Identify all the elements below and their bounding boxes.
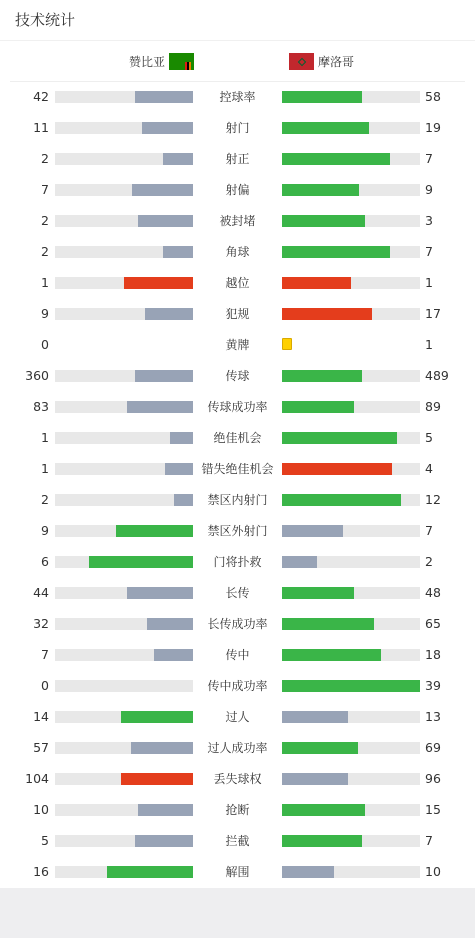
away-bar xyxy=(282,773,348,785)
home-bar-track xyxy=(55,432,193,444)
stat-label: 长传 xyxy=(225,586,250,600)
home-value: 7 xyxy=(41,182,49,197)
stat-label: 越位 xyxy=(225,276,250,290)
home-bar xyxy=(116,525,193,537)
stat-row xyxy=(0,583,475,603)
home-bar-track xyxy=(55,122,193,134)
stat-row xyxy=(0,335,475,355)
stat-label: 过人 xyxy=(225,710,250,724)
home-value: 6 xyxy=(41,554,49,569)
away-bar-track xyxy=(282,835,420,847)
home-bar-track xyxy=(55,153,193,165)
home-value: 2 xyxy=(41,151,49,166)
home-value: 104 xyxy=(25,771,49,786)
away-value: 96 xyxy=(425,771,441,786)
away-value: 65 xyxy=(425,616,441,631)
home-bar-track xyxy=(55,184,193,196)
home-bar-track xyxy=(55,401,193,413)
home-bar xyxy=(135,91,193,103)
home-team xyxy=(129,52,194,70)
home-value: 57 xyxy=(33,740,49,755)
stat-row xyxy=(0,397,475,417)
home-value: 16 xyxy=(33,864,49,879)
away-bar-track xyxy=(282,308,420,320)
away-bar-track xyxy=(282,680,420,692)
stat-row xyxy=(0,242,475,262)
away-value: 13 xyxy=(425,709,441,724)
away-bar xyxy=(282,711,348,723)
home-bar xyxy=(138,215,193,227)
stat-row xyxy=(0,769,475,789)
away-bar xyxy=(282,246,390,258)
away-bar xyxy=(282,587,354,599)
away-bar-track xyxy=(282,432,420,444)
home-value: 32 xyxy=(33,616,49,631)
away-bar xyxy=(282,525,343,537)
home-bar xyxy=(131,742,193,754)
away-bar-track xyxy=(282,277,420,289)
away-bar xyxy=(282,91,362,103)
away-bar xyxy=(282,184,359,196)
away-value: 9 xyxy=(425,182,433,197)
home-bar xyxy=(124,277,193,289)
stat-row xyxy=(0,366,475,386)
stat-label: 禁区内射门 xyxy=(207,493,268,507)
away-value: 69 xyxy=(425,740,441,755)
home-bar-track xyxy=(55,649,193,661)
away-value: 489 xyxy=(425,368,449,383)
away-bar-track xyxy=(282,525,420,537)
home-bar-track xyxy=(55,711,193,723)
home-bar-track xyxy=(55,742,193,754)
page-title: 技术统计 xyxy=(15,11,76,29)
away-value: 4 xyxy=(425,461,433,476)
away-bar-track xyxy=(282,153,420,165)
away-bar xyxy=(282,556,317,568)
home-bar-track xyxy=(55,370,193,382)
away-value: 7 xyxy=(425,833,433,848)
home-bar-track xyxy=(55,308,193,320)
home-bar xyxy=(163,153,193,165)
home-bar xyxy=(127,587,193,599)
home-value: 10 xyxy=(33,802,49,817)
stat-row xyxy=(0,707,475,727)
home-bar-track xyxy=(55,773,193,785)
away-value: 18 xyxy=(425,647,441,662)
stat-label: 绝佳机会 xyxy=(213,431,262,445)
away-value: 48 xyxy=(425,585,441,600)
home-value: 42 xyxy=(33,89,49,104)
home-value: 360 xyxy=(25,368,49,383)
home-bar-track xyxy=(55,587,193,599)
away-bar xyxy=(282,463,392,475)
stat-row xyxy=(0,87,475,107)
home-value: 11 xyxy=(33,120,49,135)
away-value: 39 xyxy=(425,678,441,693)
home-bar-track xyxy=(55,91,193,103)
stat-row xyxy=(0,552,475,572)
home-bar xyxy=(163,246,193,258)
stat-row xyxy=(0,490,475,510)
away-bar-track xyxy=(282,370,420,382)
away-value: 7 xyxy=(425,523,433,538)
home-value: 9 xyxy=(41,306,49,321)
away-bar-track xyxy=(282,587,420,599)
away-value: 19 xyxy=(425,120,441,135)
away-bar-track xyxy=(282,866,420,878)
stat-label: 丢失球权 xyxy=(213,772,262,786)
away-value: 12 xyxy=(425,492,441,507)
away-team xyxy=(289,52,354,70)
home-bar xyxy=(135,835,193,847)
home-value: 2 xyxy=(41,213,49,228)
home-bar xyxy=(147,618,193,630)
away-bar-track xyxy=(282,122,420,134)
zambia-flag-icon xyxy=(169,53,194,70)
home-value: 14 xyxy=(33,709,49,724)
away-bar xyxy=(282,618,374,630)
away-bar xyxy=(282,277,351,289)
away-team-name: 摩洛哥 xyxy=(318,54,355,69)
away-value: 1 xyxy=(425,275,433,290)
away-bar xyxy=(282,370,362,382)
stat-row xyxy=(0,800,475,820)
stat-label: 门将扑救 xyxy=(213,555,262,569)
home-bar xyxy=(174,494,193,506)
home-value: 1 xyxy=(41,461,49,476)
away-bar-track xyxy=(282,463,420,475)
home-value: 0 xyxy=(41,337,49,352)
away-value: 89 xyxy=(425,399,441,414)
away-bar xyxy=(282,866,334,878)
stat-label: 解围 xyxy=(225,865,250,879)
home-bar xyxy=(135,370,193,382)
away-bar xyxy=(282,308,372,320)
stat-label: 控球率 xyxy=(219,90,256,104)
stat-label: 过人成功率 xyxy=(207,741,268,755)
stat-row xyxy=(0,428,475,448)
stat-row xyxy=(0,521,475,541)
stat-label: 黄牌 xyxy=(225,338,250,352)
home-value: 7 xyxy=(41,647,49,662)
home-bar-track xyxy=(55,804,193,816)
yellow-card-icon xyxy=(282,338,292,350)
away-value: 58 xyxy=(425,89,441,104)
home-bar-track xyxy=(55,463,193,475)
stat-label: 传中 xyxy=(225,648,250,662)
away-value: 7 xyxy=(425,244,433,259)
stat-label: 射门 xyxy=(225,121,250,135)
away-value: 5 xyxy=(425,430,433,445)
away-bar xyxy=(282,122,369,134)
away-bar-track xyxy=(282,91,420,103)
stat-label: 抢断 xyxy=(225,803,250,817)
stat-label: 射偏 xyxy=(225,183,250,197)
away-value: 15 xyxy=(425,802,441,817)
stat-label: 角球 xyxy=(225,245,250,259)
away-bar xyxy=(282,742,358,754)
home-value: 2 xyxy=(41,244,49,259)
home-bar xyxy=(121,711,193,723)
away-value: 10 xyxy=(425,864,441,879)
away-bar xyxy=(282,804,365,816)
stat-label: 犯规 xyxy=(225,307,250,321)
stat-row xyxy=(0,273,475,293)
home-bar-track xyxy=(55,556,193,568)
away-value: 3 xyxy=(425,213,433,228)
home-bar-track xyxy=(55,866,193,878)
home-value: 9 xyxy=(41,523,49,538)
stat-row xyxy=(0,738,475,758)
home-bar xyxy=(121,773,193,785)
away-value: 2 xyxy=(425,554,433,569)
home-value: 1 xyxy=(41,430,49,445)
title-divider xyxy=(0,40,475,41)
home-bar xyxy=(138,804,193,816)
stat-row xyxy=(0,118,475,138)
stat-row xyxy=(0,304,475,324)
away-bar-track xyxy=(282,742,420,754)
stat-label: 拦截 xyxy=(225,834,250,848)
stat-row xyxy=(0,831,475,851)
home-bar-track xyxy=(55,525,193,537)
header-divider xyxy=(10,81,465,82)
home-bar xyxy=(145,308,193,320)
home-bar-track xyxy=(55,835,193,847)
stat-row xyxy=(0,676,475,696)
stat-label: 错失绝佳机会 xyxy=(201,462,274,476)
stat-label: 传球 xyxy=(225,369,250,383)
home-bar-track xyxy=(55,215,193,227)
home-bar xyxy=(142,122,193,134)
away-bar xyxy=(282,835,362,847)
home-bar-track xyxy=(55,680,193,692)
home-value: 44 xyxy=(33,585,49,600)
away-bar-track xyxy=(282,184,420,196)
away-bar-track xyxy=(282,556,420,568)
away-bar-track xyxy=(282,649,420,661)
stat-row xyxy=(0,645,475,665)
away-bar xyxy=(282,494,401,506)
home-bar xyxy=(154,649,193,661)
home-bar xyxy=(127,401,193,413)
away-bar xyxy=(282,432,397,444)
away-value: 17 xyxy=(425,306,441,321)
home-bar xyxy=(165,463,193,475)
away-bar-track xyxy=(282,773,420,785)
home-bar xyxy=(89,556,193,568)
stat-row xyxy=(0,862,475,882)
stat-label: 被封堵 xyxy=(219,214,256,228)
away-bar-track xyxy=(282,804,420,816)
stat-label: 传球成功率 xyxy=(207,400,268,414)
away-bar-track xyxy=(282,711,420,723)
away-bar xyxy=(282,680,420,692)
home-value: 83 xyxy=(33,399,49,414)
stat-row xyxy=(0,614,475,634)
home-team-name: 赞比亚 xyxy=(129,54,166,69)
home-bar-track xyxy=(55,618,193,630)
away-bar-track xyxy=(282,618,420,630)
away-value: 7 xyxy=(425,151,433,166)
away-bar xyxy=(282,153,390,165)
stat-row xyxy=(0,211,475,231)
stat-label: 长传成功率 xyxy=(207,617,268,631)
home-bar xyxy=(132,184,193,196)
away-bar xyxy=(282,649,381,661)
stat-row xyxy=(0,459,475,479)
home-value: 0 xyxy=(41,678,49,693)
morocco-flag-icon xyxy=(289,53,314,70)
home-bar-track xyxy=(55,246,193,258)
home-bar xyxy=(170,432,193,444)
away-value: 1 xyxy=(425,337,433,352)
away-bar-track xyxy=(282,494,420,506)
away-bar-track xyxy=(282,246,420,258)
away-bar xyxy=(282,215,365,227)
home-bar-track xyxy=(55,277,193,289)
home-value: 2 xyxy=(41,492,49,507)
stat-row xyxy=(0,180,475,200)
stat-label: 传中成功率 xyxy=(207,679,268,693)
stat-row xyxy=(0,149,475,169)
home-bar-track xyxy=(55,494,193,506)
home-value: 5 xyxy=(41,833,49,848)
stat-label: 射正 xyxy=(225,152,250,166)
stat-label: 禁区外射门 xyxy=(207,524,268,538)
away-bar-track xyxy=(282,215,420,227)
away-bar xyxy=(282,401,354,413)
home-value: 1 xyxy=(41,275,49,290)
away-bar-track xyxy=(282,401,420,413)
home-bar xyxy=(107,866,193,878)
